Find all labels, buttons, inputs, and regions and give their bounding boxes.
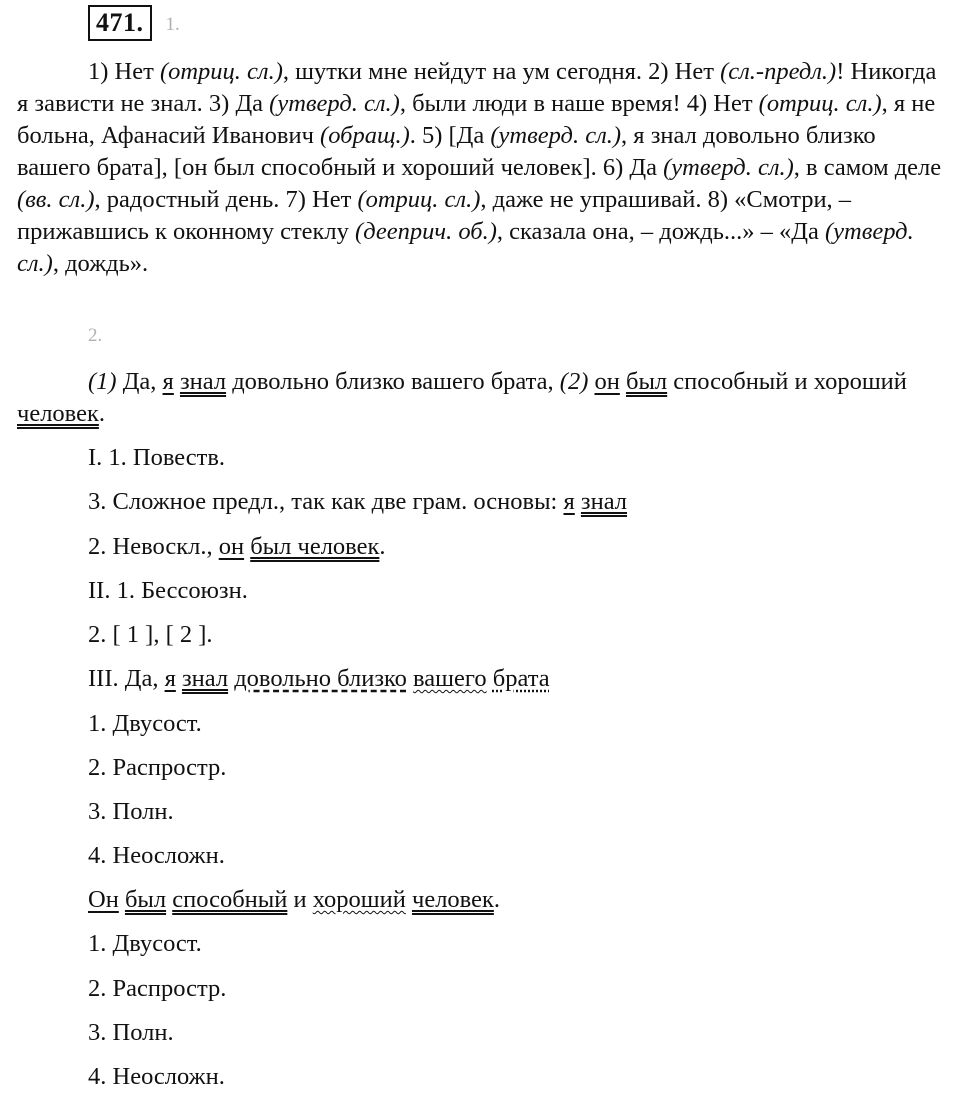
- analysis-line: I. 1. Повеств.: [88, 444, 226, 471]
- predicate-word: был человек: [250, 533, 380, 560]
- analysis-line: [88, 532, 386, 562]
- text-fragment: довольно близко вашего брата,: [226, 368, 560, 395]
- text-fragment: , сказала она, – дождь...» – «Да: [496, 218, 826, 245]
- paragraph-2: [17, 366, 952, 430]
- text-fragment: .: [493, 886, 500, 913]
- analysis-line: 2. Распростр.: [88, 754, 227, 781]
- predicate-word: человек: [412, 886, 494, 913]
- analysis-line: 2. [ 1 ], [ 2 ].: [88, 621, 213, 648]
- grammar-note: (отриц. сл.): [357, 186, 481, 213]
- analysis-line: II. 1. Бессоюзн.: [88, 577, 248, 604]
- analysis-line: [88, 664, 550, 694]
- grammar-note: (утверд. сл.): [17, 218, 914, 277]
- analysis-line: 4. Неосложн.: [88, 842, 225, 869]
- analysis-line: 2. Распростр.: [88, 975, 227, 1002]
- adverbial-word: довольно близко: [234, 665, 407, 692]
- predicate-word: человек: [17, 400, 99, 427]
- text-fragment: , в самом деле: [793, 154, 942, 181]
- text-fragment: 2. Невоскл.,: [88, 533, 219, 560]
- grammar-note: (отриц. сл.): [758, 90, 882, 117]
- analysis-line: 3. Полн.: [88, 798, 174, 825]
- part1-marker: 1.: [165, 14, 180, 35]
- text-fragment: и: [293, 886, 307, 913]
- analysis-line: 3. Полн.: [88, 1019, 174, 1046]
- predicate-word: знал: [179, 368, 227, 395]
- text-fragment: , даже не упрашивай. 8) «Смотри, – прижавшись к оконному стеклу: [17, 186, 852, 245]
- grammar-note: (утверд. сл.): [663, 154, 794, 181]
- subject-word: он: [594, 368, 620, 395]
- exercise-number: 471.: [88, 5, 152, 41]
- text-fragment: , я не больна, Афанасий Иванович: [17, 90, 936, 149]
- paragraph-1: [17, 56, 952, 280]
- grammar-note: (обращ.): [320, 122, 410, 149]
- predicate-word: был: [625, 368, 668, 395]
- grammar-note: (сл.-предл.): [720, 58, 837, 85]
- text-fragment: ! Никогда я зависти не знал. 3) Да: [17, 58, 937, 117]
- analysis-line: 4. Неосложн.: [88, 1063, 225, 1090]
- grammar-note: (отриц. сл.): [159, 58, 283, 85]
- analysis-line: 1. Двусост.: [88, 930, 202, 957]
- text-fragment: способный и хороший: [667, 368, 907, 395]
- text-fragment: .: [379, 533, 386, 560]
- text-fragment: , шутки мне нейдут на ум сегодня. 2) Нет: [282, 58, 721, 85]
- text-fragment: III. Да,: [88, 665, 165, 692]
- predicate-word: был: [124, 886, 167, 913]
- text-fragment: , я знал довольно близко вашего брата], [он был способный и хороший человек]. 6) Да: [17, 122, 876, 181]
- object-word: брата: [492, 665, 550, 692]
- predicate-word: знал: [181, 665, 229, 692]
- attribute-word: вашего: [413, 665, 487, 692]
- predicate-word: способный: [172, 886, 288, 913]
- subject-word: я: [162, 368, 174, 395]
- subject-word: Он: [88, 886, 119, 913]
- text-fragment: 1) Нет: [88, 58, 160, 85]
- analysis-line: [88, 487, 627, 517]
- exercise-header: [88, 4, 180, 42]
- clause-marker: (1): [88, 368, 117, 395]
- part2-marker: 2.: [88, 325, 103, 346]
- analysis-sentence-2: [88, 885, 500, 915]
- text-fragment: . 5) [Да: [409, 122, 491, 149]
- subject-word: он: [218, 533, 245, 560]
- subject-word: я: [164, 665, 176, 692]
- grammar-note: (вв. сл.): [17, 186, 95, 213]
- grammar-note: (утверд. сл.): [269, 90, 400, 117]
- grammar-note: (утверд. сл.): [490, 122, 622, 149]
- grammar-note: (дееприч. об.): [355, 218, 497, 245]
- analysis-line: 1. Двусост.: [88, 710, 202, 737]
- text-fragment: , радостный день. 7) Нет: [94, 186, 358, 213]
- text-fragment: , дождь».: [52, 250, 149, 277]
- attribute-word: хороший: [312, 886, 406, 913]
- text-fragment: Да,: [116, 368, 163, 395]
- text-fragment: 3. Сложное предл., так как две грам. основы:: [88, 488, 564, 515]
- clause-marker: (2): [559, 368, 589, 395]
- text-fragment: , были люди в наше время! 4) Нет: [399, 90, 759, 117]
- text-fragment: .: [98, 400, 105, 427]
- predicate-word: знал: [580, 488, 628, 515]
- subject-word: я: [563, 488, 575, 515]
